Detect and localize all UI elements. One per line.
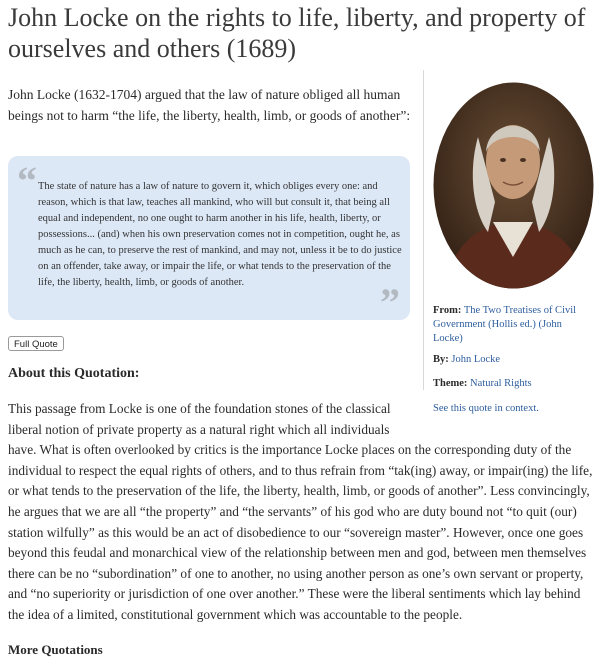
full-quote-button[interactable]: Full Quote	[8, 336, 64, 351]
portrait-image	[433, 82, 594, 289]
quote-text: The state of nature has a law of nature to govern it, which obliges every one: and reason, which is that law, teaches all mankind, who will but consult it, that being all equal and independent, no one ought to harm another in his life, health, liberty, or possessions... (and) when his own preservation comes not in competition, ought he, as much as he can, to preserve the rest of mankind, and may not, unless it be to do justice on an offender, take away, or impair the life, or what tends to the preservation of the life, the liberty, health, limb, or goods of another.	[38, 181, 402, 288]
by-label: By:	[433, 354, 449, 365]
more-quotations-heading: More Quotations	[8, 642, 103, 657]
context-link[interactable]: See this quote in context.	[433, 403, 539, 414]
author-link[interactable]: John Locke	[451, 354, 501, 365]
source-link[interactable]: The Two Treatises of Civil Government (Hollis ed.) (John Locke)	[433, 305, 577, 344]
close-quote-icon: ”	[380, 280, 400, 325]
from-label: From:	[433, 305, 462, 316]
theme-info	[433, 377, 532, 391]
quote-box	[8, 156, 410, 325]
theme-label: Theme:	[433, 378, 468, 389]
about-body-text: This passage from Locke is one of the foundation stones of the classical liberal notion of private property as a natural right which all individuals have. What is often overlooked by critics is the importance Locke places on the corresponding duty of the individual to respect the equal rights of others, and to thus refrain from “tak(ing) away, or impair(ing) the life, or what tends to the preservation of the life, the liberty, health, limb, or goods of another”. Less convincingly, he argues that we are all “the property” and “the servants” of his god who are duty bound not “to quit (our) station wilfully” as this would be an act of disobedience to our “sovereign master”. However, once one goes beyond this feudal and monarchical view of the relationship between men and god, between men themselves there can be no “subordination” of one to another, no using another person as one’s own servant or property, and “no superiority or jurisdiction of one over another.” These were the liberal sentiments which lay behind the idea of a limited, constitutional government which was accountable to the people.	[8, 401, 593, 622]
author-info	[433, 353, 500, 367]
about-heading: About this Quotation:	[8, 366, 140, 381]
page-title: John Locke on the rights to life, liberty, and property of ourselves and others (1689)	[8, 3, 586, 63]
wrap-spacer	[418, 399, 596, 437]
open-quote-icon: “	[17, 158, 37, 203]
intro-text: John Locke (1632-1704) argued that the law of nature obliged all human beings not to harm “the life, the liberty, health, limb, or goods of another”:	[8, 87, 411, 123]
theme-link[interactable]: Natural Rights	[470, 378, 532, 389]
sidebar-divider	[423, 70, 424, 390]
about-body	[8, 399, 596, 626]
source-info	[433, 304, 593, 346]
